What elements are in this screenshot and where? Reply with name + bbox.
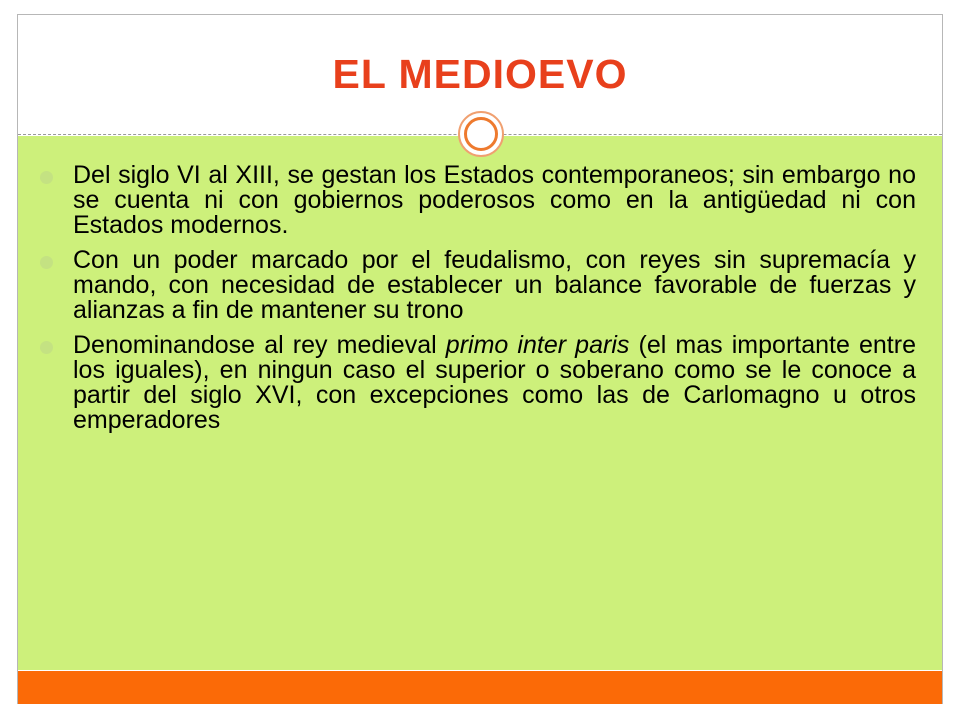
slide (17, 14, 943, 704)
footer-bar (18, 671, 942, 704)
bullet-text: Con un poder marcado por el feudalismo, con reyes sin supremacía y mando, con necesidad de establecer un balance favorable de fuerzas y alianzas a fin de mantener su trono (73, 246, 916, 324)
bullet-item (40, 163, 916, 238)
bullet-text-italic: primo inter paris (445, 331, 630, 359)
bullet-text: Del siglo VI al XIII, se gestan los Estados contemporaneos; sin embargo no se cuenta ni con gobiernos poderosos como en la antigüedad ni con Estados modernos. (73, 161, 916, 239)
bullet-text-after: (el mas importante entre los iguales), en ningun caso el superior o soberano como se le conoce a partir del siglo XVI, con excepciones como las de Carlomagno u otros emperadores (73, 331, 916, 434)
ring-ornament-icon (458, 111, 504, 157)
bullet-dot-icon (40, 256, 53, 269)
bullet-item (40, 333, 916, 433)
bullet-text-before: Denominandose al rey medieval (73, 331, 446, 359)
bullet-dot-icon (40, 171, 53, 184)
bullet-item (40, 248, 916, 323)
bullet-dot-icon (40, 341, 53, 354)
slide-title: EL MEDIOEVO (332, 51, 628, 97)
bullet-list (40, 163, 916, 443)
